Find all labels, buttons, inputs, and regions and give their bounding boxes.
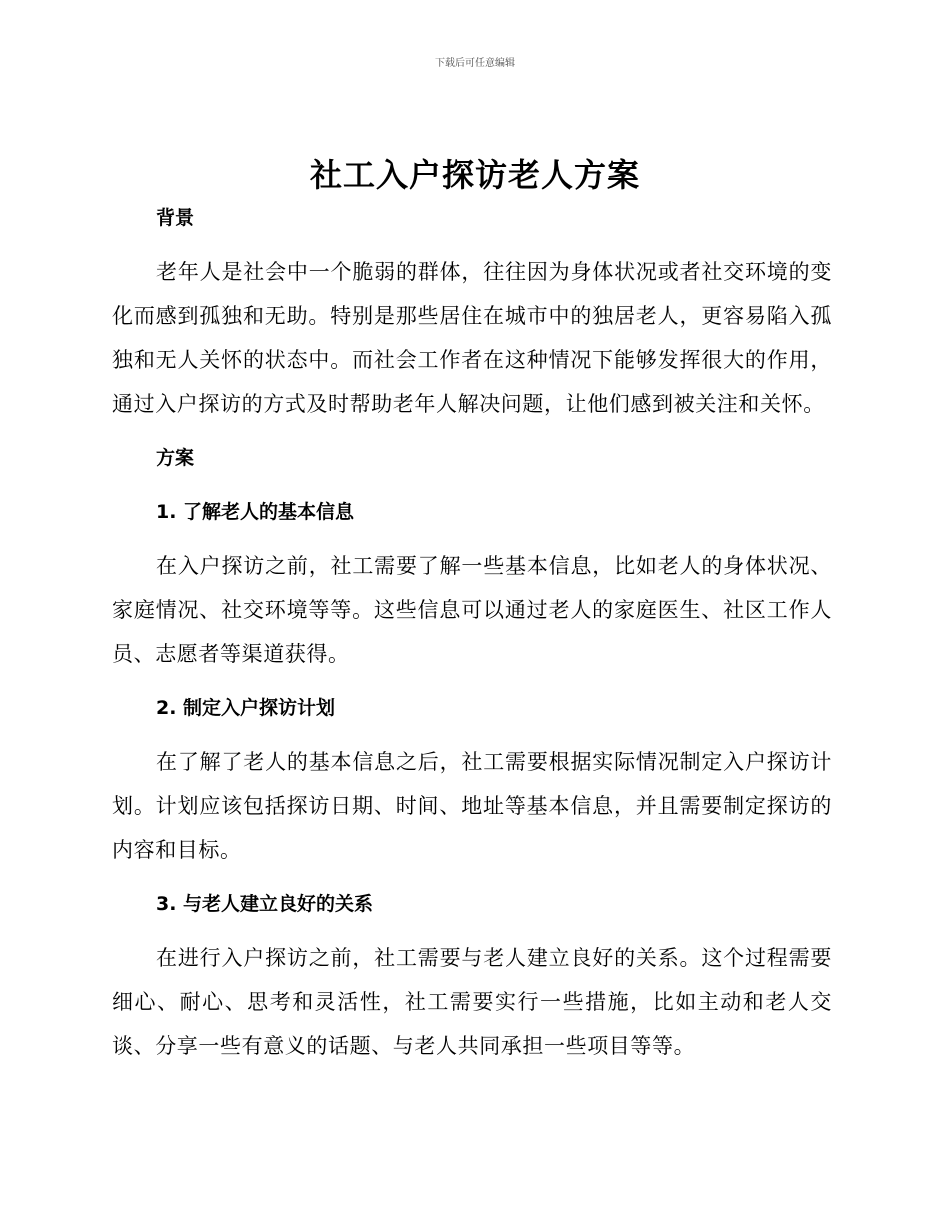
document-title: 社工入户探访老人方案 [309, 156, 640, 194]
step-heading-3: 3. 与老人建立良好的关系 [156, 893, 374, 915]
document-body [112, 200, 832, 1068]
header-note: 下载后可任意编辑 [435, 58, 515, 69]
section-heading-plan: 方案 [156, 447, 195, 469]
paragraph-step-3: 在进行入户探访之前，社工需要与老人建立良好的关系。这个过程需要细心、耐心、思考和灵活性，社工需要实行一些措施，比如主动和老人交谈、分享一些有意义的话题、与老人共同承担一些项目等等。 [112, 946, 832, 1058]
paragraph-step-1: 在入户探访之前，社工需要了解一些基本信息，比如老人的身体状况、家庭情况、社交环境等等。这些信息可以通过老人的家庭医生、社区工作人员、志愿者等渠道获得。 [112, 554, 832, 666]
paragraph-step-2: 在了解了老人的基本信息之后，社工需要根据实际情况制定入户探访计划。计划应该包括探访日期、时间、地址等基本信息，并且需要制定探访的内容和目标。 [112, 750, 832, 862]
section-heading-background: 背景 [156, 207, 195, 229]
step-heading-2: 2. 制定入户探访计划 [156, 697, 336, 719]
step-heading-1: 1. 了解老人的基本信息 [156, 501, 355, 523]
paragraph-background: 老年人是社会中一个脆弱的群体，往往因为身体状况或者社交环境的变化而感到孤独和无助。特别是那些居住在城市中的独居老人，更容易陷入孤独和无人关怀的状态中。而社会工作者在这种情况下能够发挥很大的作用，通过入户探访的方式及时帮助老年人解决问题，让他们感到被关注和关怀。 [112, 260, 832, 416]
